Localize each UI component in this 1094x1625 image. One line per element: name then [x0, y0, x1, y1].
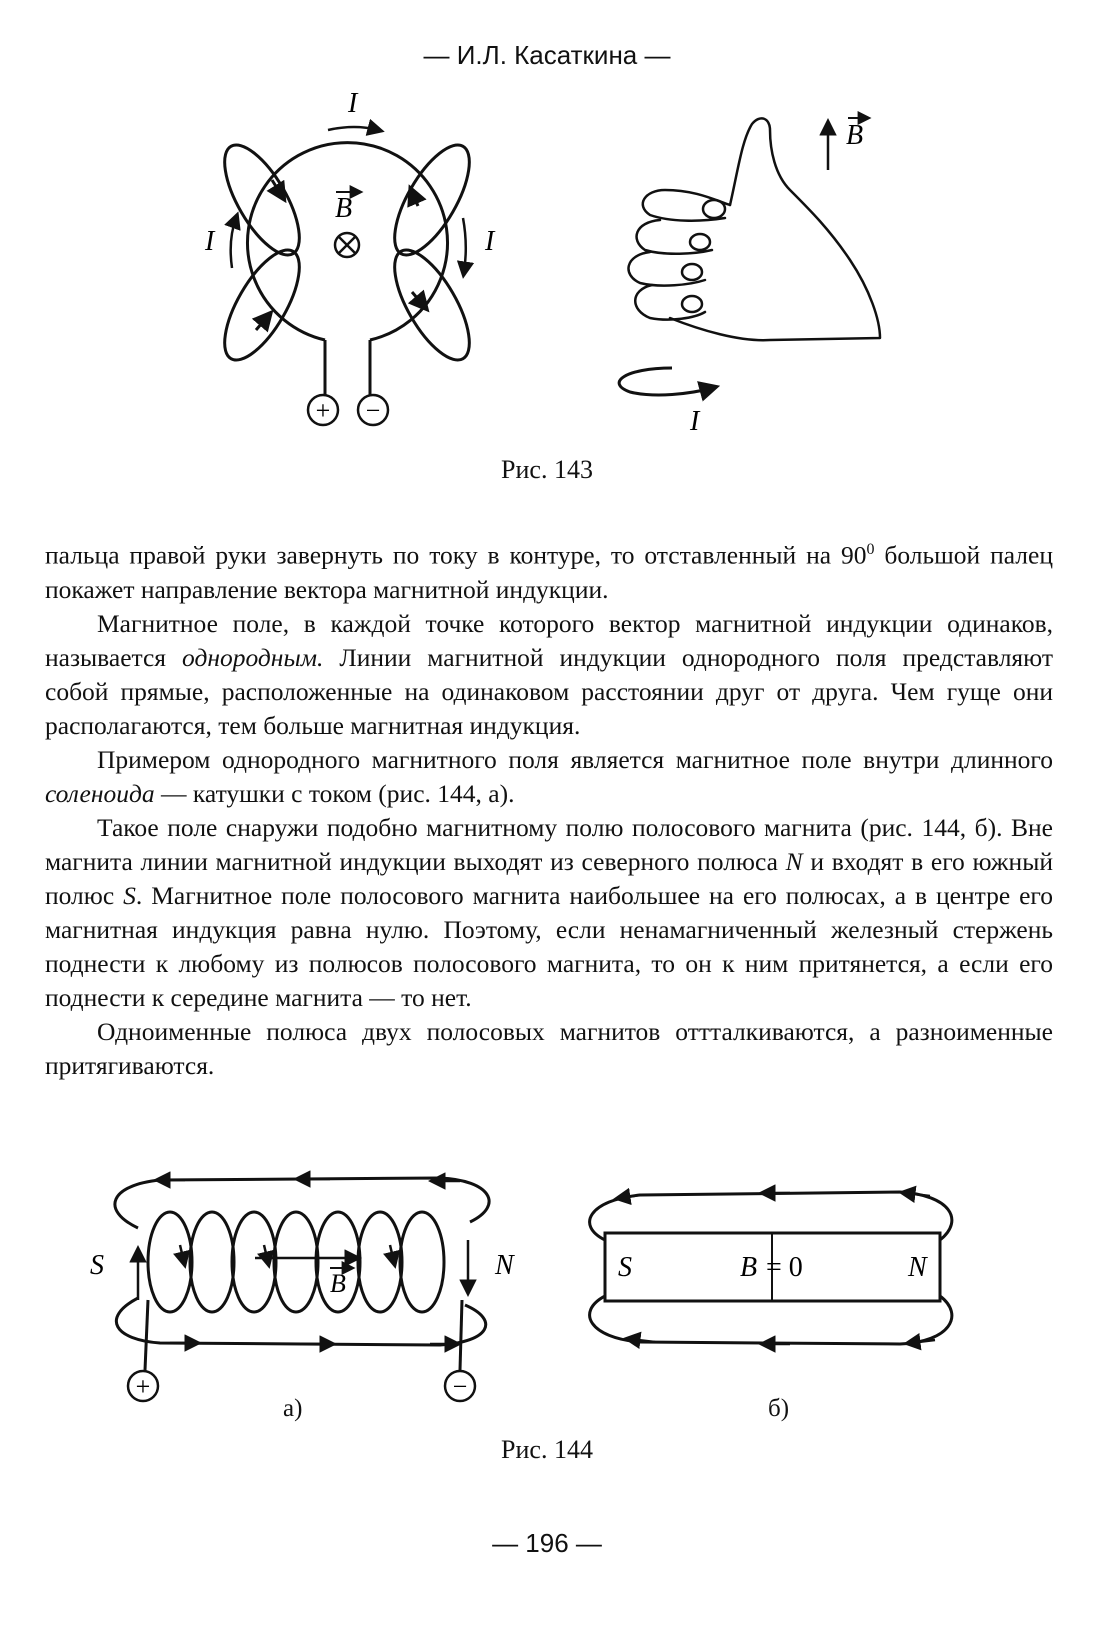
figure-144-caption: Рис. 144 [501, 1435, 593, 1464]
magnet-center-zero: = 0 [766, 1252, 803, 1283]
running-header: — И.Л. Касаткина — [423, 40, 671, 70]
text-run: 0 [866, 541, 875, 558]
body-text [45, 533, 1053, 1083]
text-run: и входят в его южный полюс [45, 846, 1053, 910]
paragraph-2 [45, 607, 1053, 743]
text-run: Магнитное поле, в каждой точке которого вектор магнитной индукции одинаков, называется [45, 608, 1053, 672]
svg-text:B: B [335, 193, 353, 224]
paragraph-1 [45, 533, 1053, 607]
text-run: соленоида [45, 778, 155, 808]
magnet-center-b-label: B [740, 1252, 758, 1283]
current-label-left: I [205, 226, 215, 257]
figure-143-caption: Рис. 143 [501, 455, 593, 484]
text-run: однородным. [182, 642, 324, 672]
text-run: . Магнитное поле полосового магнита наибольшее на его полюсах, а в центре его магнитная индукция равна нулю. Поэтому, если ненамагниченный железный стержень поднести к любому из полюсов полосового магнита, то он к ним притянется, а если его поднести к середине магнита — то нет. [45, 880, 1054, 1012]
paragraph-3 [45, 743, 1053, 811]
figure-144-sub-a: а) [283, 1395, 303, 1422]
lead-left [145, 1300, 148, 1370]
field-loops [210, 134, 484, 370]
text-run: Примером однородного магнитного поля является магнитное поле внутри длинного [97, 744, 1053, 774]
current-label-top: I [348, 88, 358, 119]
figure-144a-solenoid [0, 1150, 560, 1410]
solenoid-minus-terminal [445, 1371, 475, 1401]
text-run: Линии магнитной индукции однородного поля представляют собой прямые, расположенные на одинаковом расстоянии друг от друга. Чем гуще они располагаются, тем больше магнитная индукция. [45, 642, 1053, 740]
text-run: S [123, 880, 136, 910]
svg-text:−: − [452, 1372, 468, 1401]
lead-right [460, 1300, 462, 1370]
right-hand-drawing [629, 118, 880, 340]
solenoid-b-label: B [330, 1269, 346, 1298]
magnet-field-line-bottom [590, 1296, 952, 1344]
svg-text:+: + [135, 1372, 151, 1401]
magnet-s-label: S [618, 1252, 632, 1283]
field-into-page-symbol [335, 233, 359, 257]
induction-vector-label [335, 192, 358, 224]
magnet-n-label: N [908, 1252, 927, 1283]
solenoid-coils [148, 1212, 444, 1312]
current-label-right: I [485, 226, 495, 257]
svg-text:−: − [365, 396, 381, 425]
text-run: пальца правой руки завернуть по току в контуре, то отставленный на 90 [45, 540, 867, 570]
rotation-current-arrow [619, 368, 712, 395]
paragraph-5 [45, 1015, 1053, 1083]
plus-terminal [308, 395, 338, 425]
minus-terminal [358, 395, 388, 425]
figure-144b-bar-magnet [570, 1150, 970, 1370]
rotation-current-label: I [690, 406, 700, 437]
text-run: большой палец покажет направление вектора магнитной индукции. [45, 540, 1053, 604]
solenoid-plus-terminal [128, 1371, 158, 1401]
svg-text:+: + [315, 396, 331, 425]
paragraph-4 [45, 811, 1053, 1015]
solenoid-n-label: N [495, 1250, 514, 1281]
thumb-direction-arrow [828, 118, 866, 170]
solenoid-s-label: S [90, 1250, 104, 1281]
svg-text:B: B [846, 120, 864, 151]
figure-144-sub-b: б) [768, 1395, 790, 1422]
figure-143 [0, 85, 1094, 460]
page-number: — 196 — [492, 1528, 602, 1558]
text-run: — катушки с током (рис. 144, а). [154, 778, 515, 808]
text-run: N [785, 846, 803, 876]
text-run: Такое поле снаружи подобно магнитному полю полосового магнита (рис. 144, б). Вне магнита линии магнитной индукции выходят из северного полюса [45, 812, 1053, 876]
outer-field-line-bottom [116, 1298, 485, 1345]
text-run: Одноименные полюса двух полосовых магнитов оттталкиваются, а разноименные притягиваются. [45, 1016, 1053, 1080]
